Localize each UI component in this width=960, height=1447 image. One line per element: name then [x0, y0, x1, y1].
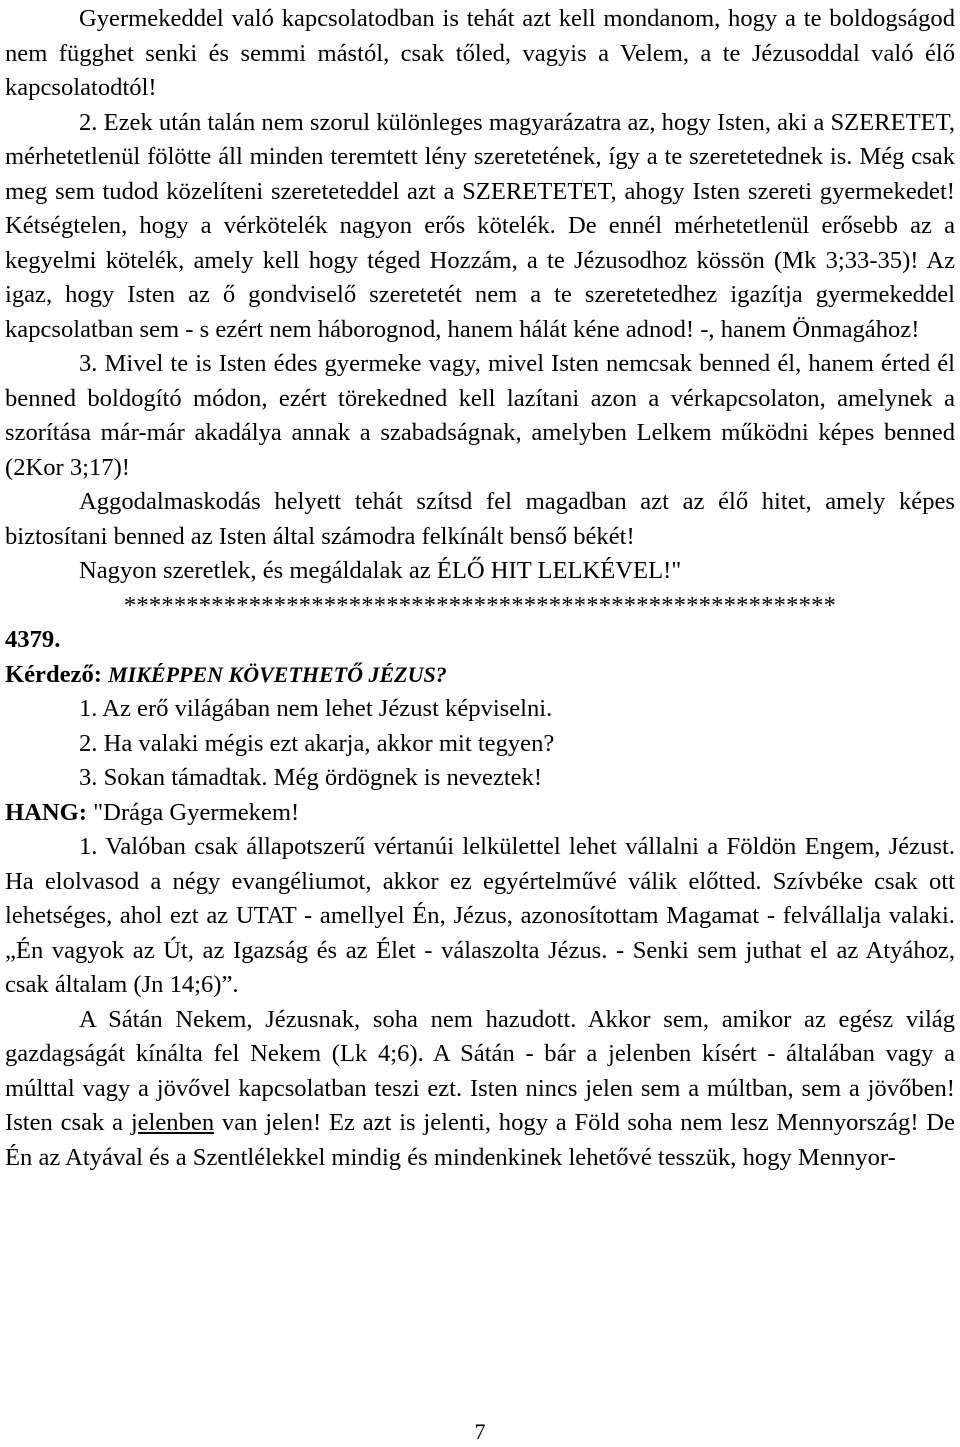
answer2-text-end: van jelen! Ez azt is jelenti, hogy a Föld soha nem lesz Mennyország! De Én az Atyával és a Szentlélekkel mindig és mindenkinek lehetővé tesszük, hogy Mennyor- [5, 1109, 955, 1171]
voice-heading [5, 796, 955, 831]
question-item-2: 2. Ha valaki mégis ezt akarja, akkor mit tegyen? [79, 729, 555, 757]
question-title: MIKÉPPEN KÖVETHETŐ JÉZUS? [108, 661, 447, 687]
intro-paragraph-1: Gyermekeddel való kapcsolatodban is tehát azt kell mondanom, hogy a te boldogságod nem függhet senki és semmi mástól, csak tőled, vagyis a Velem, a te Jézusoddal való élő kapcsolatodtól! [5, 5, 955, 101]
answer2-text-start: A Sátán Nekem, Jézusnak, soha nem hazudott. Akkor sem, amikor az egész világ gazdagságát kínálta fel Nekem (Lk 4;6). A Sátán - bár a jelenben kísért - általában vagy a múlttal vagy a jövővel kapcsolatban teszi ezt. Isten nincs jelen sem a múltban, sem a jövőben! Isten csak a [5, 1005, 955, 1136]
intro-paragraph-5: Nagyon szeretlek, és megáldalak az ÉLŐ HIT LELKÉVEL!" [79, 557, 682, 584]
intro-paragraph-2: 2. Ezek után talán nem szorul különleges magyarázatra az, hogy Isten, aki a SZERETET, mérhetetlenül fölötte áll minden teremtett lény szeretetének, így a te szeretetednek is. Még csak meg sem tudod közelíteni szereteteddel azt a SZERETETET, ahogy Isten szereti gyermekedet! Kétségtelen, hogy a vérkötelék nagyon erős kötelék. De ennél mérhetetlenül erősebb az a kegyelmi kötelék, amely kell hogy téged Hozzám, a te Jézusodhoz kössön (Mk 3;33-35)! Az igaz, hogy Isten az ő gondviselő szeretetét nem a te szeretetedhez igazítja gyermekeddel kapcsolatban sem - s ezért nem háborognod, hanem hálát kéne adnod! -, hanem Önmagához! [5, 108, 955, 343]
intro-paragraph-3: 3. Mivel te is Isten édes gyermeke vagy, mivel Isten nemcsak benned él, hanem érted él benned boldogító módon, ezért törekedned kell lazítani azon a vérkapcsolaton, amelynek a szorítása már-már akadálya annak a szabadságnak, amelyben Lelkem működni képes benned (2Kor 3;17)! [5, 350, 955, 481]
answer-paragraph-1: 1. Valóban csak állapotszerű vértanúi lelkülettel lehet vállalni a Földön Engem, Jézust. Ha elolvasod a négy evangéliumot, akkor ez egyértelművé válik előtted. Szívbéke csak ott lehetséges, ahol ezt az UTAT - amellyel Én, Jézus, azonosítottam Magamat - felvállalja valaki. „Én vagyok az Út, az Igazság és az Élet - válaszolta Jézus. - Senki sem juthat el az Atyához, csak általam (Jn 14;6)”. [5, 833, 955, 998]
question-item-3: 3. Sokan támadtak. Még ördögnek is neveztek! [79, 764, 543, 791]
separator-line: ********************************************************* [123, 591, 837, 619]
question-heading [5, 658, 955, 693]
entry-number: 4379. [5, 626, 61, 653]
page-number: 7 [474, 1419, 486, 1444]
intro-paragraph-4: Aggodalmaskodás helyett tehát szítsd fel magadban azt az élő hitet, amely képes biztosítani benned az Isten által számodra felkínált benső békét! [5, 488, 955, 550]
page-body [5, 2, 955, 1175]
question-item-1: 1. Az erő világában nem lehet Jézust képviselni. [79, 695, 553, 722]
underlined-word: jelenben [130, 1109, 215, 1136]
answer-paragraph-2 [5, 1003, 955, 1176]
asker-label: Kérdező: [5, 660, 102, 688]
greeting-text: "Drága Gyermekem! [93, 798, 300, 826]
voice-label: HANG: [5, 798, 87, 826]
